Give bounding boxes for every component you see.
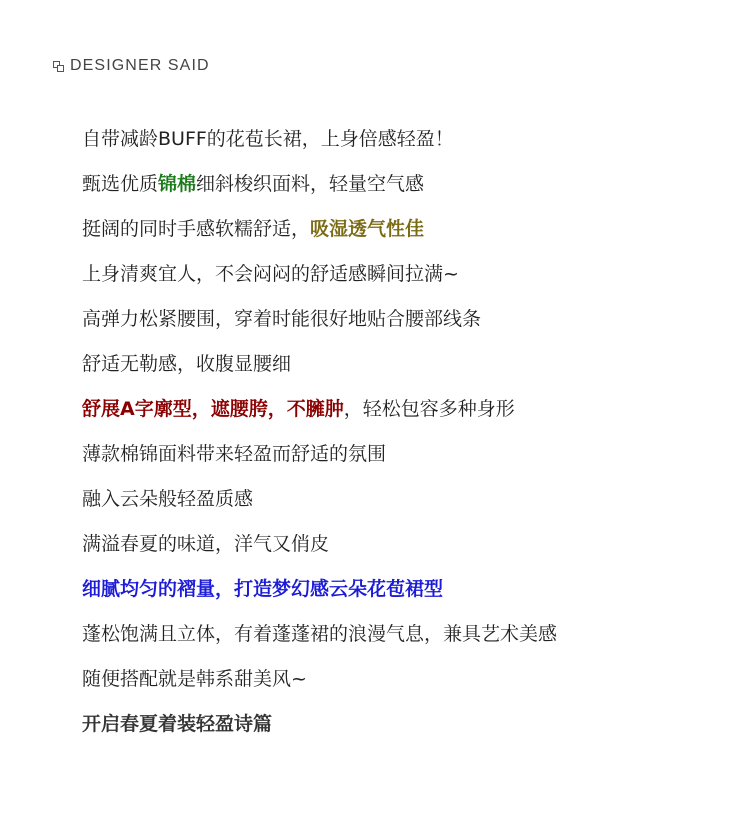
line-12: 蓬松饱满且立体，有着蓬蓬裙的浪漫气息，兼具艺术美感 [82, 623, 558, 645]
line-3 [82, 214, 722, 259]
line-2-part-c: 细斜梭织面料，轻量空气感 [196, 173, 425, 195]
line-11-highlight: 细腻均匀的褶量，打造梦幻感云朵花苞裙型 [82, 578, 444, 600]
line-10: 满溢春夏的味道，洋气又俏皮 [82, 533, 330, 555]
designer-said-header [53, 57, 210, 75]
line-2-highlight: 锦棉 [158, 173, 197, 195]
line-4: 上身清爽宜人，不会闷闷的舒适感瞬间拉满~ [82, 263, 459, 285]
line-5: 高弹力松紧腰围，穿着时能很好地贴合腰部线条 [82, 308, 482, 330]
line-8: 薄款棉锦面料带来轻盈而舒适的氛围 [82, 443, 387, 465]
copy-icon [53, 61, 64, 72]
line-13: 随便搭配就是韩系甜美风~ [82, 668, 307, 690]
description-text [82, 124, 722, 754]
line-6: 舒适无勒感，收腹显腰细 [82, 353, 292, 375]
line-3-part-a: 挺阔的同时手感软糯舒适， [82, 218, 311, 240]
line-3-highlight: 吸湿透气性佳 [310, 218, 425, 240]
line-2 [82, 169, 722, 214]
line-1: 自带减龄BUFF的花苞长裙，上身倍感轻盈！ [82, 128, 454, 150]
header-title: DESIGNER SAID [70, 57, 210, 74]
line-14: 开启春夏着装轻盈诗篇 [82, 713, 273, 735]
line-2-part-a: 甄选优质 [82, 173, 159, 195]
line-7-part-b: ，轻松包容多种身形 [343, 398, 515, 420]
line-9: 融入云朵般轻盈质感 [82, 488, 254, 510]
line-7-highlight: 舒展A字廓型，遮腰胯，不臃肿 [82, 398, 344, 420]
line-7 [82, 394, 722, 439]
